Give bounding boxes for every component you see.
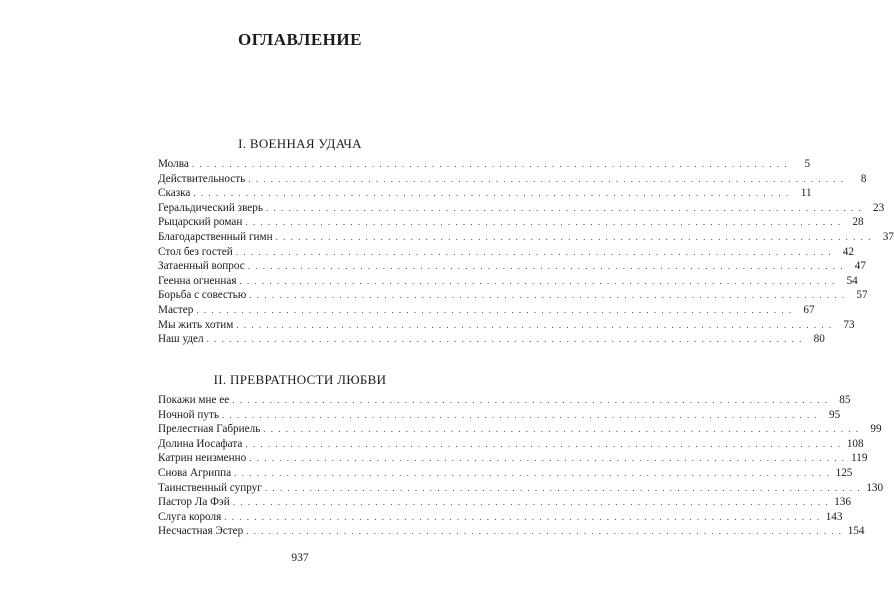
toc-entry-page: 95 — [829, 408, 841, 421]
dot-leader: . . . . . . . . . . . . . . . . . . . . . . . . . . . . . . . . . . . . . . . . . . . . . . . . . . . . . . . . . . . . . . . . . . . . . . . . . . . . . . . . — [239, 275, 836, 286]
toc-entry — [158, 186, 812, 201]
toc-entry-page: 136 — [834, 496, 851, 509]
dot-leader: . . . . . . . . . . . . . . . . . . . . . . . . . . . . . . . . . . . . . . . . . . . . . . . . . . . . . . . . . . . . . . . . . . . . . . . . . . . . . . . . — [245, 217, 842, 228]
toc-entry — [158, 524, 865, 539]
toc-entry-title: Несчастная Эстер — [158, 525, 244, 538]
page-number: 937 — [291, 552, 309, 564]
toc-entry-title: Геральдический зверь — [158, 201, 263, 214]
dot-leader: . . . . . . . . . . . . . . . . . . . . . . . . . . . . . . . . . . . . . . . . . . . . . . . . . . . . . . . . . . . . . . . . . . . . . . . . . . . . . . . . — [206, 334, 803, 345]
dot-leader: . . . . . . . . . . . . . . . . . . . . . . . . . . . . . . . . . . . . . . . . . . . . . . . . . . . . . . . . . . . . . . . . . . . . . . . . . . . . . . . . — [232, 497, 829, 508]
toc-entry-page: 143 — [825, 510, 843, 523]
toc-entry-title: Мастер — [158, 303, 194, 316]
toc-entry-title: Катрин неизменно — [158, 452, 247, 465]
toc-entry-title: Борьба с совестью — [158, 289, 247, 302]
toc-entry-page: 99 — [870, 423, 882, 436]
toc-entry — [158, 437, 864, 452]
toc-entry-page: 80 — [813, 333, 825, 346]
section-title-1: I. ВОЕННАЯ УДАЧА — [238, 136, 362, 151]
toc-entry — [158, 422, 882, 437]
toc-entry — [158, 288, 868, 303]
dot-leader: . . . . . . . . . . . . . . . . . . . . . . . . . . . . . . . . . . . . . . . . . . . . . . . . . . . . . . . . . . . . . . . . . . . . . . . . . . . . . . . . — [236, 319, 833, 330]
toc-entry-title: Затаенный вопрос — [158, 260, 245, 273]
toc-entry-page: 130 — [866, 481, 884, 494]
dot-leader: . . . . . . . . . . . . . . . . . . . . . . . . . . . . . . . . . . . . . . . . . . . . . . . . . . . . . . . . . . . . . . . . . . . . . . . . . . . . . . . . — [221, 409, 819, 420]
toc-entry — [158, 201, 885, 216]
toc-entry — [158, 393, 851, 408]
toc-entry-title: Благодарственный гимн — [158, 230, 273, 243]
toc-entry — [158, 510, 843, 525]
dot-leader: . . . . . . . . . . . . . . . . . . . . . . . . . . . . . . . . . . . . . . . . . . . . . . . . . . . . . . . . . . . . . . . . . . . . . . . . . . . . . . . . — [224, 511, 821, 522]
dot-leader: . . . . . . . . . . . . . . . . . . . . . . . . . . . . . . . . . . . . . . . . . . . . . . . . . . . . . . . . . . . . . . . . . . . . . . . . . . . . . . . . — [265, 202, 863, 213]
toc-entry-title: Прелестная Габриель — [158, 423, 261, 436]
toc-entry-page: 85 — [839, 394, 851, 406]
toc-entry-page: 54 — [846, 274, 858, 287]
toc-entry — [158, 245, 854, 260]
section-title-2: II. ПРЕВРАТНОСТИ ЛЮБВИ — [213, 372, 387, 387]
toc-entry-page: 119 — [851, 452, 868, 465]
dot-leader: . . . . . . . . . . . . . . . . . . . . . . . . . . . . . . . . . . . . . . . . . . . . . . . . . . . . . . . . . . . . . . . . . . . . . . . . . . . . . . . . — [264, 482, 862, 493]
toc-entry — [158, 451, 868, 466]
page-title: ОГЛАВЛЕНИЕ — [238, 30, 362, 49]
toc-entry-page: 11 — [800, 187, 812, 200]
dot-leader: . . . . . . . . . . . . . . . . . . . . . . . . . . . . . . . . . . . . . . . . . . . . . . . . . . . . . . . . . . . . . . . . . . . . . . . . . . . . . . . . — [263, 424, 860, 435]
toc-entry-page: 28 — [852, 216, 864, 229]
toc-entry — [158, 303, 815, 318]
toc-entry-title: Покажи мне ее — [158, 394, 230, 406]
dot-leader: . . . . . . . . . . . . . . . . . . . . . . . . . . . . . . . . . . . . . . . . . . . . . . . . . . . . . . . . . . . . . . . . . . . . . . . . . . . . . . . . — [235, 246, 832, 257]
toc-entry-page: 42 — [842, 245, 854, 258]
toc-entry-title: Мы жить хотим — [158, 318, 234, 331]
toc-entry — [158, 318, 855, 333]
dot-leader: . . . . . . . . . . . . . . . . . . . . . . . . . . . . . . . . . . . . . . . . . . . . . . . . . . . . . . . . . . . . . . . . . . . . . . . . . . . . . . . . — [196, 304, 793, 315]
toc-entry-page: 23 — [873, 201, 885, 214]
toc-entry-page: 5 — [804, 158, 811, 170]
dot-leader: . . . . . . . . . . . . . . . . . . . . . . . . . . . . . . . . . . . . . . . . . . . . . . . . . . . . . . . . . . . . . . . . . . . . . . . . . . . . . . . . — [249, 290, 846, 301]
dot-leader: . . . . . . . . . . . . . . . . . . . . . . . . . . . . . . . . . . . . . . . . . . . . . . . . . . . . . . . . . . . . . . . . . . . . . . . . . . . . . . . . — [275, 231, 872, 242]
dot-leader: . . . . . . . . . . . . . . . . . . . . . . . . . . . . . . . . . . . . . . . . . . . . . . . . . . . . . . . . . . . . . . . . . . . . . . . . . . . . . . . . — [234, 467, 831, 478]
toc-entry — [158, 495, 851, 510]
toc-entry-page: 57 — [856, 289, 868, 302]
toc-entry — [158, 215, 864, 230]
toc-entry — [158, 408, 841, 423]
toc-entry — [158, 157, 811, 172]
toc-entry-title: Таинственный супруг — [158, 481, 262, 494]
toc-entry — [158, 230, 894, 245]
dot-leader: . . . . . . . . . . . . . . . . . . . . . . . . . . . . . . . . . . . . . . . . . . . . . . . . . . . . . . . . . . . . . . . . . . . . . . . . . . . . . . . . — [248, 173, 845, 184]
dot-leader: . . . . . . . . . . . . . . . . . . . . . . . . . . . . . . . . . . . . . . . . . . . . . . . . . . . . . . . . . . . . . . . . . . . . . . . . . . . . . . . . — [247, 261, 844, 272]
toc-entry — [158, 466, 853, 481]
toc-entry-title: Стол без гостей — [158, 245, 233, 258]
dot-leader: . . . . . . . . . . . . . . . . . . . . . . . . . . . . . . . . . . . . . . . . . . . . . . . . . . . . . . . . . . . . . . . . . . . . . . . . . . . . . . . . — [232, 395, 829, 405]
dot-leader: . . . . . . . . . . . . . . . . . . . . . . . . . . . . . . . . . . . . . . . . . . . . . . . . . . . . . . . . . . . . . . . . . . . . . . . . . . . . . . . . — [249, 453, 846, 464]
toc-list-section-1 — [158, 157, 894, 347]
toc-entry-page: 108 — [846, 437, 864, 450]
toc-entry-page: 67 — [803, 303, 815, 316]
dot-leader: . . . . . . . . . . . . . . . . . . . . . . . . . . . . . . . . . . . . . . . . . . . . . . . . . . . . . . . . . . . . . . . . . . . . . . . . . . . . . . . . — [191, 159, 789, 169]
toc-entry-title: Наш удел — [158, 333, 204, 346]
toc-entry-title: Геенна огненная — [158, 274, 237, 287]
toc-entry-title: Ночной путь — [158, 408, 219, 421]
toc-entry — [158, 172, 867, 187]
toc-entry-title: Сказка — [158, 187, 191, 200]
toc-entry-title: Действительность — [158, 172, 246, 185]
dot-leader: . . . . . . . . . . . . . . . . . . . . . . . . . . . . . . . . . . . . . . . . . . . . . . . . . . . . . . . . . . . . . . . . . . . . . . . . . . . . . . . . — [245, 438, 842, 449]
toc-list-section-2 — [158, 393, 884, 539]
toc-entry-title: Рыцарский роман — [158, 216, 243, 229]
dot-leader: . . . . . . . . . . . . . . . . . . . . . . . . . . . . . . . . . . . . . . . . . . . . . . . . . . . . . . . . . . . . . . . . . . . . . . . . . . . . . . . . — [193, 188, 790, 199]
toc-entry-page: 154 — [847, 525, 865, 538]
toc-entry-page: 47 — [854, 260, 866, 273]
toc-entry — [158, 481, 884, 496]
toc-entry-page: 37 — [882, 230, 894, 243]
toc-entry-title: Слуга короля — [158, 510, 222, 523]
toc-entry — [158, 274, 858, 289]
toc-entry — [158, 332, 825, 347]
dot-leader: . . . . . . . . . . . . . . . . . . . . . . . . . . . . . . . . . . . . . . . . . . . . . . . . . . . . . . . . . . . . . . . . . . . . . . . . . . . . . . . . — [246, 526, 843, 537]
toc-entry-page: 73 — [843, 318, 855, 331]
toc-entry-title: Долина Иосафата — [158, 437, 243, 450]
toc-entry-page: 125 — [835, 466, 853, 479]
toc-entry-title: Снова Агриппа — [158, 466, 232, 479]
toc-entry-title: Молва — [158, 158, 189, 170]
toc-entry — [158, 259, 866, 274]
toc-entry-page: 8 — [860, 172, 867, 185]
toc-entry-title: Пастор Ла Фэй — [158, 496, 230, 509]
